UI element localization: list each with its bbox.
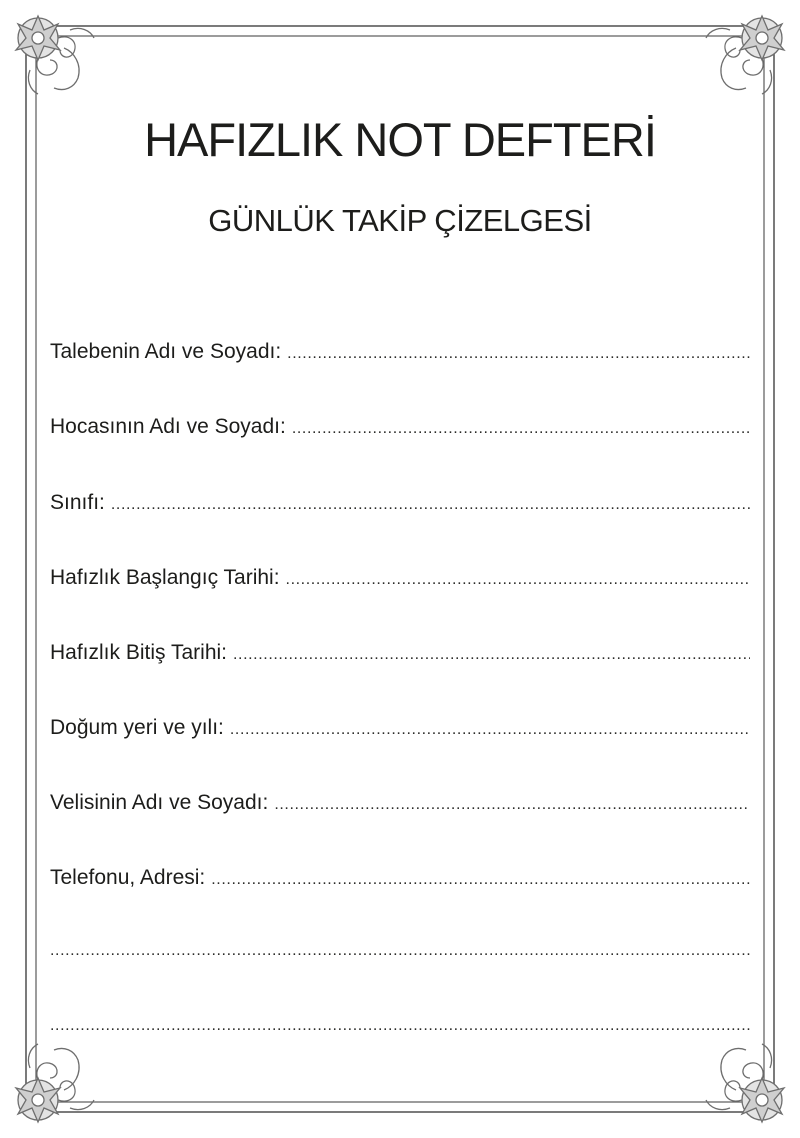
address-continuation-line[interactable] <box>50 1017 750 1049</box>
guardian-name-field[interactable] <box>50 791 750 823</box>
fill-line[interactable] <box>274 796 750 814</box>
field-label: Telefonu, Adresi: <box>50 866 206 889</box>
start-date-field[interactable] <box>50 566 750 598</box>
birth-place-year-field[interactable] <box>50 716 750 748</box>
field-label: Velisinin Adı ve Soyadı: <box>50 791 269 814</box>
floral-corner-ornament-icon <box>8 1038 100 1130</box>
field-label: Hocasının Adı ve Soyadı: <box>50 415 286 438</box>
teacher-name-field[interactable] <box>50 415 750 447</box>
floral-corner-ornament-icon <box>700 1038 792 1130</box>
fill-line[interactable] <box>286 571 750 589</box>
class-field[interactable] <box>50 491 750 523</box>
student-name-field[interactable] <box>50 340 750 372</box>
floral-corner-ornament-icon <box>700 8 792 100</box>
field-label: Talebenin Adı ve Soyadı: <box>50 340 282 363</box>
fill-line[interactable] <box>230 721 750 739</box>
field-label: Hafızlık Başlangıç Tarihi: <box>50 566 280 589</box>
page-title: HAFIZLIK NOT DEFTERİ <box>144 113 656 166</box>
phone-address-field[interactable] <box>50 866 750 898</box>
address-continuation-line[interactable] <box>50 942 750 974</box>
fill-line[interactable] <box>233 646 750 664</box>
field-label: Hafızlık Bitiş Tarihi: <box>50 641 227 664</box>
fill-line[interactable] <box>292 420 750 438</box>
fill-line[interactable] <box>111 496 750 514</box>
end-date-field[interactable] <box>50 641 750 673</box>
fill-line[interactable] <box>287 345 750 363</box>
field-label: Doğum yeri ve yılı: <box>50 716 224 739</box>
fill-line[interactable] <box>50 1017 750 1035</box>
floral-corner-ornament-icon <box>8 8 100 100</box>
fill-line[interactable] <box>211 871 750 889</box>
page-subtitle: GÜNLÜK TAKİP ÇİZELGESİ <box>208 203 592 238</box>
fill-line[interactable] <box>50 942 750 960</box>
field-label: Sınıfı: <box>50 491 105 514</box>
